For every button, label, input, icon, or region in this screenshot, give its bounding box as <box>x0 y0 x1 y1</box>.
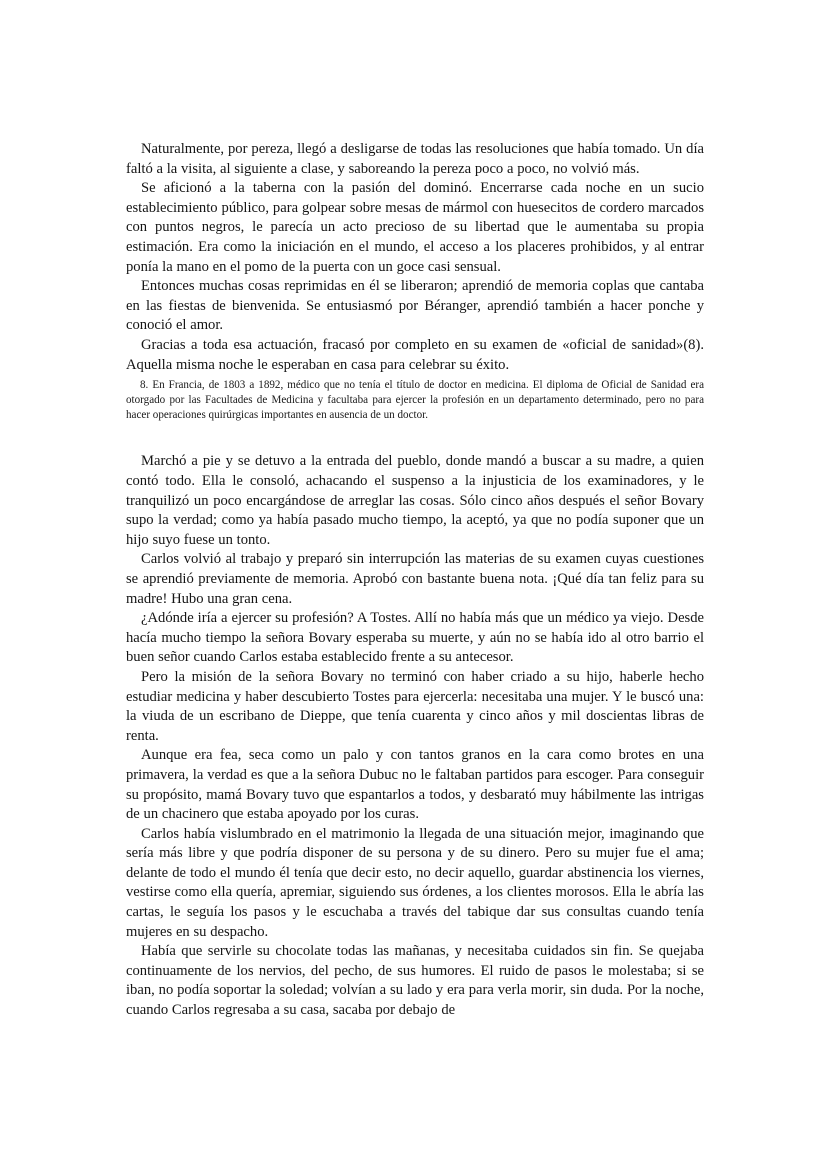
paragraph: Gracias a toda esa actuación, fracasó por completo en su examen de «oficial de sanidad»(8). Aquella misma noche le esperaban en casa para celebrar su éxito. <box>126 336 704 373</box>
paragraph: Marchó a pie y se detuvo a la entrada del pueblo, donde mandó a buscar a su madre, a quien contó todo. Ella le consoló, achacando el suspenso a la injusticia de los examinadores, y le tranquilizó un poco encargándose de arreglar las cosas. Sólo cinco años después el señor Bovary supo la verdad; como ya había pasado mucho tiempo, la aceptó, ya que no podía suponer que un hijo suyo fuese un tonto. <box>126 453 704 548</box>
paragraph: Aunque era fea, seca como un palo y con tantos granos en la cara como brotes en una primavera, la verdad es que a la señora Dubuc no le faltaban partidos para escoger. Para conseguir su propósito, mamá Bovary tuvo que espantarlos a todos, y desbarató muy hábilmente las intrigas de un chacinero que estaba apoyado por los curas. <box>126 747 704 823</box>
footnote-separator-space <box>126 423 704 452</box>
paragraph: ¿Adónde iría a ejercer su profesión? A Tostes. Allí no había más que un médico ya viejo. Desde hacía mucho tiempo la señora Bovary esperaba su muerte, y aún no se había ido al otro barrio el buen señor cuando Carlos estaba establecido frente a su antecesor. <box>126 610 704 666</box>
text-column <box>126 140 704 1021</box>
body-text-block-after-footnote <box>126 452 704 1020</box>
paragraph: Naturalmente, por pereza, llegó a desligarse de todas las resoluciones que había tomado. Un día faltó a la visita, al siguiente a clase, y saboreando la pereza poco a poco, no volvió más. <box>126 141 704 177</box>
paragraph: Se aficionó a la taberna con la pasión del dominó. Encerrarse cada noche en un sucio establecimiento público, para golpear sobre mesas de mármol con huesecitos de cordero marcados con puntos negros, le parecía un acto precioso de su libertad que le aumentaba su propia estimación. Era como la iniciación en el mundo, el acceso a los placeres prohibidos, y al entrar ponía la mano en el pomo de la puerta con un goce casi sensual. <box>126 180 704 275</box>
paragraph: Pero la misión de la señora Bovary no terminó con haber criado a su hijo, haberle hecho estudiar medicina y haber descubierto Tostes para ejercerla: necesitaba una mujer. Y le buscó una: la viuda de un escribano de Dieppe, que tenía cuarenta y cinco años y mil doscientas libras de renta. <box>126 668 704 744</box>
paragraph: Entonces muchas cosas reprimidas en él se liberaron; aprendió de memoria coplas que cantaba en las fiestas de bienvenida. Se entusiasmó por Béranger, aprendió también a hacer ponche y conoció el amor. <box>126 278 704 334</box>
paragraph: Carlos volvió al trabajo y preparó sin interrupción las materias de su examen cuyas cuestiones se aprendió previamente de memoria. Aprobó con bastante buena nota. ¡Qué día tan feliz para su madre! Hubo una gran cena. <box>126 551 704 607</box>
footnote-text: 8. En Francia, de 1803 a 1892, médico que no tenía el título de doctor en medicina. El diploma de Oficial de Sanidad era otorgado por las Facultades de Medicina y facultaba para ejercer la profesión en un departamento determinado, pero no para hacer operaciones quirúrgicas importantes en ausencia de un doctor. <box>126 379 704 422</box>
paragraph: Había que servirle su chocolate todas las mañanas, y necesitaba cuidados sin fin. Se quejaba continuamente de los nervios, del pecho, de sus humores. El ruido de pasos le molestaba; si se iban, no podía soportar la soledad; volvían a su lado y era para verla morir, sin duda. Por la noche, cuando Carlos regresaba a su casa, sacaba por debajo de <box>126 943 704 1019</box>
body-text-block-before-footnote <box>126 140 704 375</box>
paragraph: Carlos había vislumbrado en el matrimonio la llegada de una situación mejor, imaginando que sería más libre y que podría disponer de su persona y de su dinero. Pero su mujer fue el ama; delante de todo el mundo él tenía que decir esto, no decir aquello, guardar abstinencia los viernes, vestirse como ella quería, apremiar, siguiendo sus órdenes, a los clientes morosos. Ella le abría las cartas, le seguía los pasos y le escuchaba a través del tabique dar sus consultas cuando tenía mujeres en su despacho. <box>126 825 704 940</box>
